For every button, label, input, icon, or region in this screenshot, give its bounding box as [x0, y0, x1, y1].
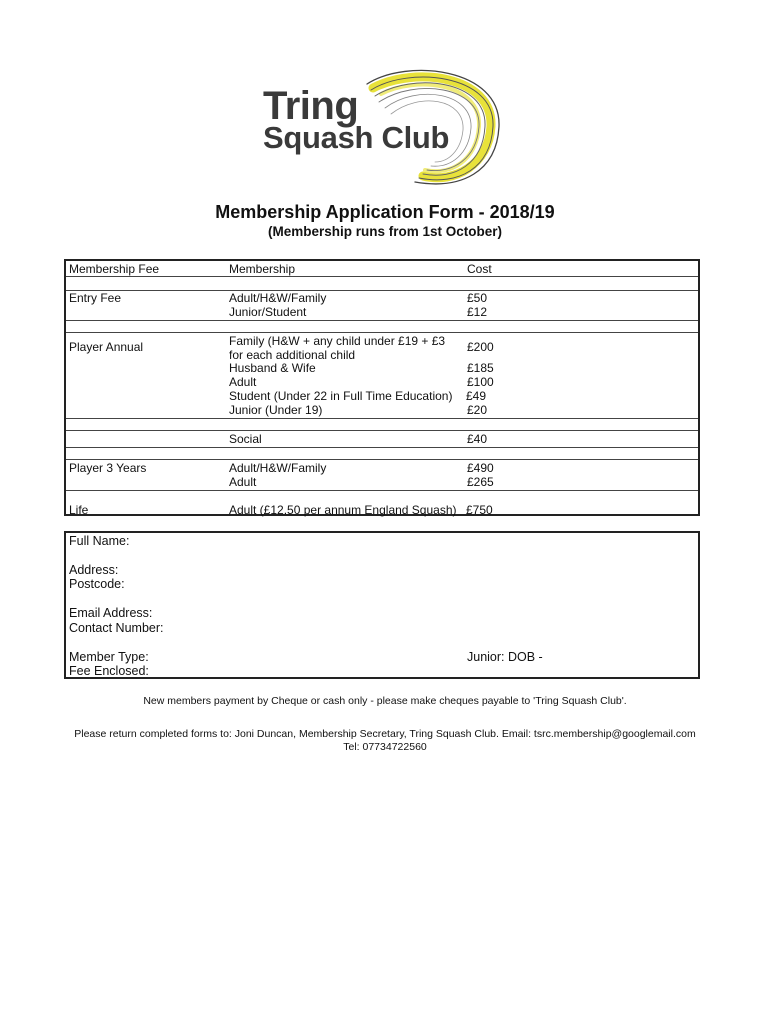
row-label-player-annual: Player Annual: [69, 340, 144, 354]
page-title: Membership Application Form - 2018/19: [215, 202, 555, 222]
table-cell-membership: Adult: [229, 375, 257, 389]
table-divider: [66, 430, 698, 431]
table-cell-cost: £12: [467, 305, 488, 319]
email-address-label: Email Address:: [69, 606, 153, 620]
table-cell-membership: Student (Under 22 in Full Time Education): [229, 389, 453, 403]
table-cell-membership: for each additional child: [229, 348, 356, 362]
table-divider: [66, 459, 698, 460]
table-divider: [66, 490, 698, 491]
row-label-entry-fee: Entry Fee: [69, 291, 122, 305]
table-cell-membership: Adult/H&W/Family: [229, 461, 327, 475]
table-cell-membership: Husband & Wife: [229, 361, 316, 375]
table-cell-membership: Social: [229, 432, 262, 446]
logo-text-tring: Tring: [263, 84, 359, 128]
contact-number-label: Contact Number:: [69, 621, 164, 635]
header-cost: Cost: [467, 262, 492, 276]
membership-fee-table: [64, 259, 700, 516]
table-divider: [66, 332, 698, 333]
table-cell-membership: Family (H&W + any child under £19 + £3: [229, 334, 446, 348]
junior-dob-label: Junior: DOB -: [467, 650, 543, 664]
full-name-label: Full Name:: [69, 534, 130, 548]
payment-note: New members payment by Cheque or cash only - please make cheques payable to 'Tring Squash Club'.: [143, 695, 627, 707]
club-logo: [255, 68, 505, 186]
table-cell-cost: £490: [467, 461, 494, 475]
table-divider: [66, 320, 698, 321]
row-label-life: Life: [69, 503, 89, 517]
table-cell-membership: Adult: [229, 475, 257, 489]
table-cell-membership: Adult (£12.50 per annum England Squash): [229, 503, 457, 517]
table-divider: [66, 418, 698, 419]
application-form-box: [64, 531, 700, 679]
table-cell-membership: Junior/Student: [229, 305, 307, 319]
postcode-label: Postcode:: [69, 577, 125, 591]
table-cell-cost: £265: [467, 475, 494, 489]
table-cell-cost: £750: [466, 503, 493, 517]
row-label-player-3-years: Player 3 Years: [69, 461, 147, 475]
return-instructions: Please return completed forms to: Joni Duncan, Membership Secretary, Tring Squash Club. Email: tsrc.membership@googlemail.com: [74, 728, 696, 740]
table-cell-membership: Junior (Under 19): [229, 403, 323, 417]
fee-enclosed-label: Fee Enclosed:: [69, 664, 149, 678]
address-label: Address:: [69, 563, 119, 577]
table-cell-cost: £200: [467, 340, 494, 354]
logo-text-squash-club: Squash Club: [263, 120, 450, 155]
header-membership-fee: Membership Fee: [69, 262, 160, 276]
table-divider: [66, 276, 698, 277]
table-cell-cost: £49: [466, 389, 487, 403]
table-divider: [66, 447, 698, 448]
table-cell-cost: £185: [467, 361, 494, 375]
table-cell-membership: Adult/H&W/Family: [229, 291, 327, 305]
table-cell-cost: £100: [467, 375, 494, 389]
table-cell-cost: £40: [467, 432, 488, 446]
member-type-label: Member Type:: [69, 650, 149, 664]
table-cell-cost: £20: [467, 403, 488, 417]
page-subtitle: (Membership runs from 1st October): [267, 224, 503, 239]
header-membership: Membership: [229, 262, 296, 276]
table-divider: [66, 290, 698, 291]
table-cell-cost: £50: [467, 291, 488, 305]
return-telephone: Tel: 07734722560: [343, 741, 427, 753]
